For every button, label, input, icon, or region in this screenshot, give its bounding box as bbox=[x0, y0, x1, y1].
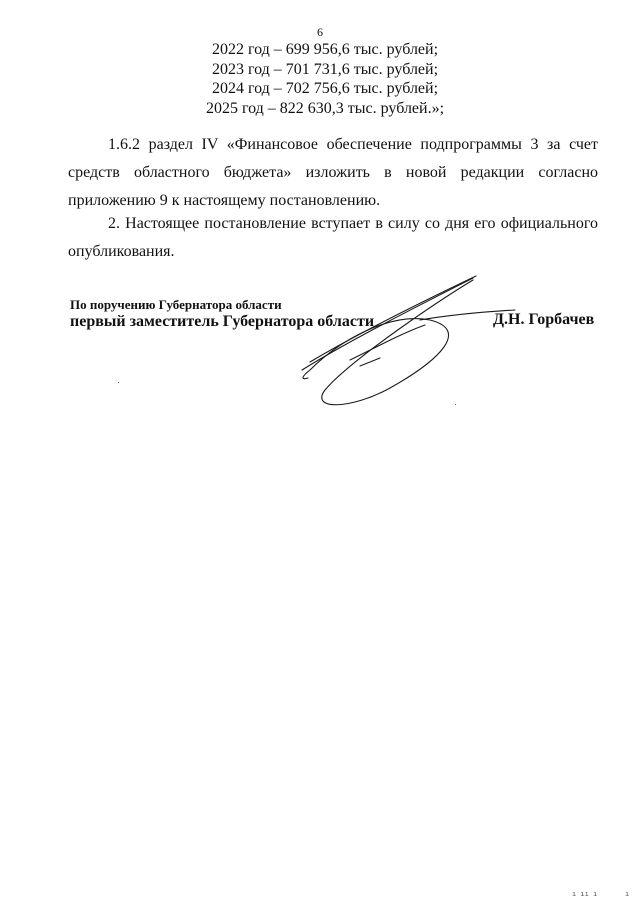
signature-position-line: первый заместитель Губернатора области bbox=[70, 313, 375, 330]
handwritten-signature bbox=[290, 270, 520, 415]
budget-line: 2022 год – 699 956,6 тыс. рублей; bbox=[211, 41, 439, 58]
budget-line: 2024 год – 702 756,6 тыс. рублей; bbox=[211, 80, 439, 97]
signatory-name: Д.Н. Горбачев bbox=[493, 311, 595, 328]
footer-scan-mark: ı ıı ı bbox=[572, 890, 598, 898]
page-number: 6 bbox=[317, 25, 323, 39]
paragraph-section-1-6-2: 1.6.2 раздел IV «Финансовое обеспечение подпрограммы 3 за счет средств областного бюджета» изложить в новой редакции согласно приложению 9 к настоящему постановлению. bbox=[68, 136, 598, 209]
signature-authority-line: По поручению Губернатора области bbox=[70, 297, 282, 312]
budget-line: 2023 год – 701 731,6 тыс. рублей; bbox=[211, 60, 439, 78]
budget-list bbox=[0, 40, 640, 118]
scan-speck bbox=[118, 382, 119, 383]
paragraph-effective-date: 2. Настоящее постановление вступает в силу со дня его официального опубликования. bbox=[68, 215, 598, 260]
budget-line: 2025 год – 822 630,3 тыс. рублей.»; bbox=[205, 99, 445, 117]
footer-scan-mark: ı bbox=[625, 890, 630, 898]
scan-speck bbox=[455, 404, 456, 405]
